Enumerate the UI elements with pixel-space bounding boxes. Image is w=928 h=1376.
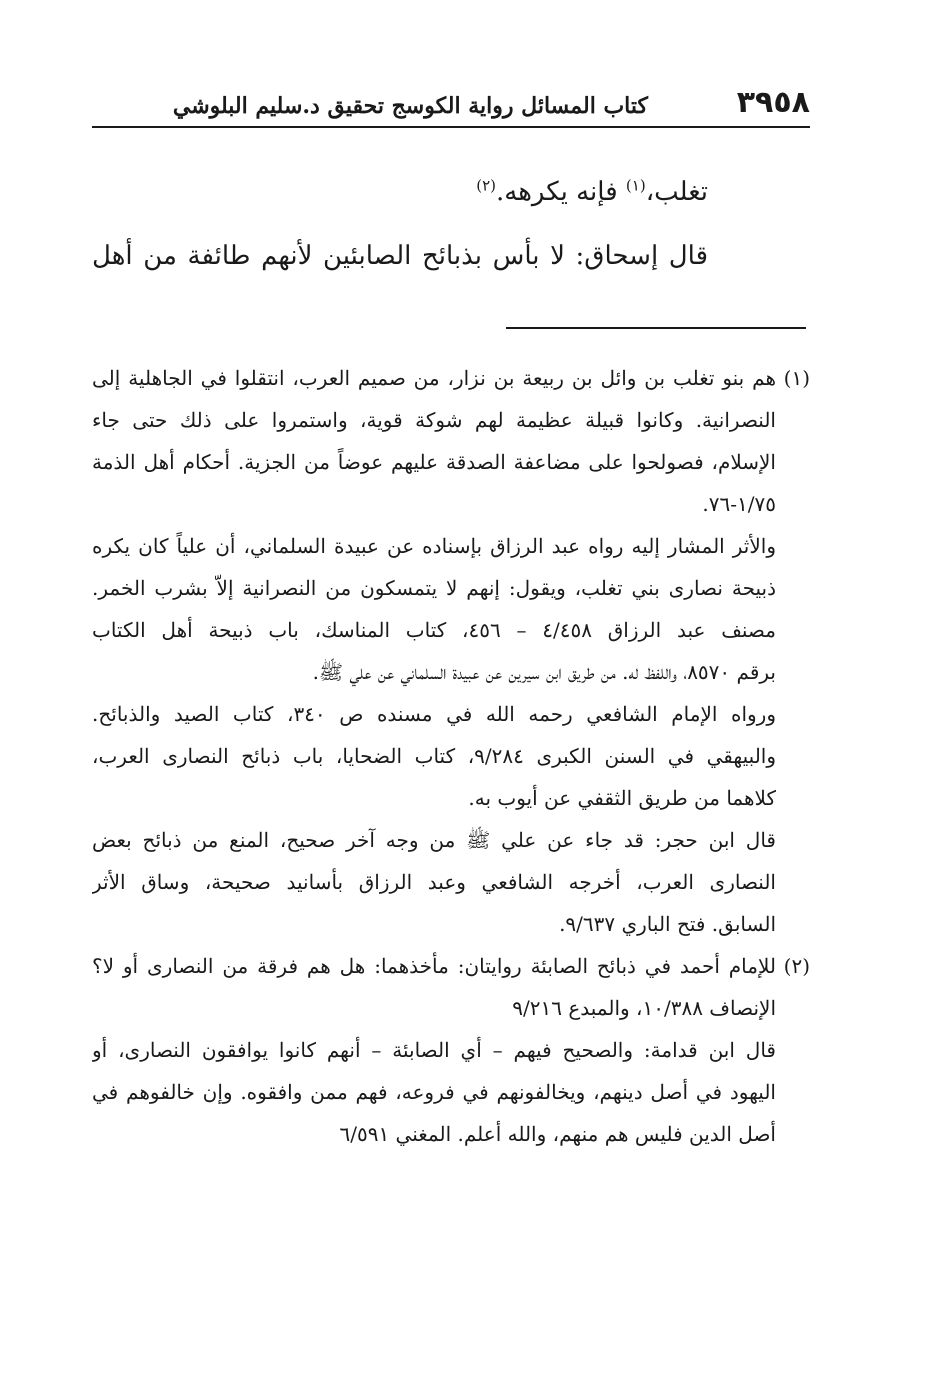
footnote-line: قال ابن قدامة: والصحيح فيهم – أي الصابئة – أنهم كانوا يوافقون النصارى، أو	[92, 1038, 776, 1062]
footnote-line: النصارى العرب، أخرجه الشافعي وعبد الرزاق بأسانيد صحيحة، وساق الأثر	[92, 870, 776, 894]
main-line-2: قال إسحاق: لا بأس بذبائح الصابئين لأنهم طائفة من أهل	[92, 241, 708, 271]
footnote-ref-1: (١)	[625, 176, 646, 195]
footnote-1-mark: (١)	[783, 366, 810, 390]
footnote-line: النصرانية. وكانوا قبيلة عظيمة لهم شوكة قوية، واستمروا على ذلك حتى جاء	[92, 408, 776, 432]
footnote-line: ورواه الإمام الشافعي رحمه الله في مسنده ص ٣٤٠، كتاب الصيد والذبائح.	[92, 702, 777, 726]
page-number: ٣٩٥٨	[736, 85, 810, 120]
main-line-1-start: تغلب،	[645, 177, 708, 207]
footnote-line	[92, 945, 810, 987]
footnote-line: والأثر المشار إليه رواه عبد الرزاق بإسناده عن عبيدة السلماني، أن علياً كان يكره	[92, 534, 776, 558]
footnote-1-text: هم بنو تغلب بن وائل بن ربيعة بن نزار، من صميم العرب، انتقلوا في الجاهلية إلى	[92, 366, 776, 390]
running-title: كتاب المسائل رواية الكوسج تحقيق د.سليم البلوشي	[172, 93, 648, 119]
footnote-line: والبيهقي في السنن الكبرى ٩/٢٨٤، كتاب الضحايا، باب ذبائح النصارى العرب،	[92, 744, 777, 768]
main-line-1-middle: فإنه يكرهه.	[495, 177, 626, 207]
footnote-2-mark: (٢)	[783, 954, 810, 978]
footnote-line	[92, 357, 810, 399]
page-header	[92, 82, 810, 128]
footnote-2-text: للإمام أحمد في ذبائح الصابئة روايتان: مأخذهما: هل هم فرقة من النصارى أو لا؟	[92, 954, 776, 978]
footnote-ref-2: (٢)	[476, 176, 496, 195]
footnote-line: الإسلام، فصولحوا على مضاعفة الصدقة عليهم عوضاً من الجزية. أحكام أهل الذمة	[92, 450, 776, 474]
footnote-separator	[506, 327, 806, 329]
main-line-1	[92, 160, 810, 224]
footnote-line: مصنف عبد الرزاق ٤/٤٥٨ – ٤٥٦، كتاب المناسك، باب ذبيحة أهل الكتاب	[92, 618, 776, 642]
footnote-line: اليهود في أصل دينهم، ويخالفونهم في فروعه، فهم ممن وافقوه. وإن خالفوهم في	[92, 1080, 776, 1104]
footnote-line: ذبيحة نصارى بني تغلب، ويقول: إنهم لا يتمسكون من النصرانية إلاّ بشرب الخمر.	[92, 576, 776, 600]
main-text	[92, 160, 810, 288]
footnote-line: برقم ٨٥٧٠، واللفظ له. من طريق ابن سيرين عن عبيدة السلماني عن علي ﷺ.	[312, 660, 776, 684]
footnote-line: ١/٧٥-٧٦.	[702, 492, 776, 516]
footnote-line: أصل الدين فليس هم منهم، والله أعلم. المغني ٦/٥٩١	[339, 1122, 776, 1146]
footnote-line: الإنصاف ١٠/٣٨٨، والمبدع ٩/٢١٦	[512, 996, 776, 1020]
footnote-line: كلاهما من طريق الثقفي عن أيوب به.	[468, 786, 776, 810]
footnote-line: السابق. فتح الباري ٩/٦٣٧.	[559, 912, 776, 936]
footnote-line: قال ابن حجر: قد جاء عن علي ﷺ من وجه آخر صحيح، المنع من ذبائح بعض	[92, 828, 776, 852]
footnotes	[92, 357, 810, 1155]
